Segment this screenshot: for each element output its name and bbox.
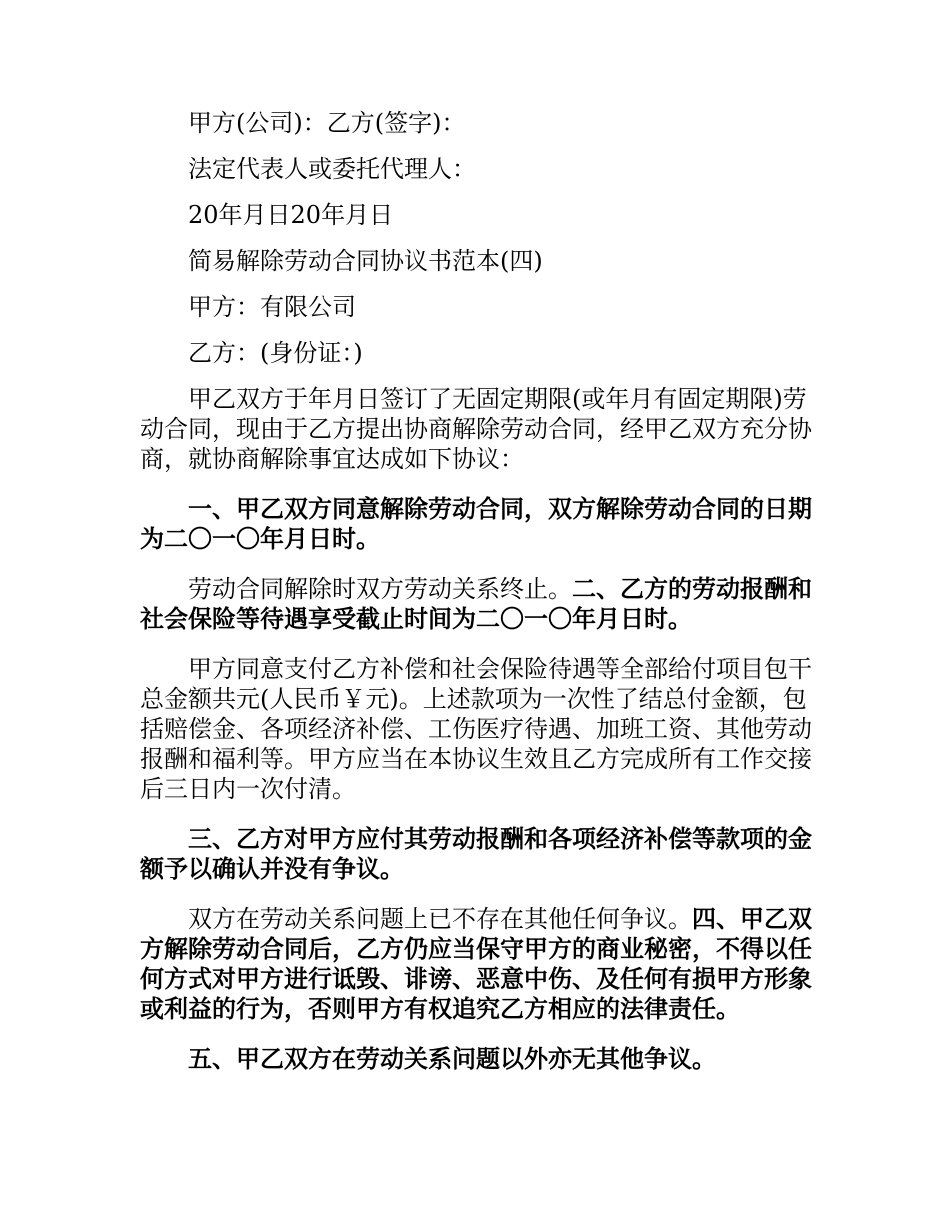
date-line: 20年月日20年月日 xyxy=(188,201,394,229)
legal-representative-line: 法定代表人或委托代理人： xyxy=(188,155,476,183)
intro-paragraph: 甲乙双方于年月日签订了无固定期限(或年月有固定期限)劳动合同，现由于乙方提出协商解除劳动合同，经甲乙双方充分协商，就协商解除事宜达成如下协议： xyxy=(140,385,812,473)
clause-2-paragraph xyxy=(140,574,820,634)
clause-1: 一、甲乙双方同意解除劳动合同，双方解除劳动合同的日期为二〇一〇年月日时。 xyxy=(140,494,812,553)
party-a-line: 甲方：有限公司 xyxy=(188,293,356,321)
payment-paragraph: 甲方同意支付乙方补偿和社会保险待遇等全部给付项目包干总金额共元(人民币￥元)。上述款项为一次性了结总付金额，包括赔偿金、各项经济补偿、工伤医疗待遇、加班工资、其他劳动报酬和福利等。甲方应当在本协议生效且乙方完成所有工作交接后三日内一次付清。 xyxy=(140,655,812,803)
clause-3: 三、乙方对甲方应付其劳动报酬和各项经济补偿等款项的金额予以确认并没有争议。 xyxy=(140,824,812,883)
signature-line: 甲方(公司)：乙方(签字)： xyxy=(188,109,466,137)
document-body xyxy=(140,108,820,1074)
clause-2: 二、乙方的劳动报酬和社会保险等待遇享受截止时间为二〇一〇年月日时。 xyxy=(140,574,812,633)
clause-4: 四、甲乙双方解除劳动合同后，乙方仍应当保守甲方的商业秘密，不得以任何方式对甲方进行诋毁、诽谤、恶意中伤、及任何有损甲方形象或利益的行为，否则甲方有权追究乙方相应的法律责任。 xyxy=(140,904,812,1023)
clause-4-lead-text: 双方在劳动关系问题上已不存在其他任何争议。 xyxy=(188,905,692,933)
clause-4-paragraph xyxy=(140,904,820,1024)
document-title: 简易解除劳动合同协议书范本(四) xyxy=(188,247,543,275)
clause-2-lead-text: 劳动合同解除时双方劳动关系终止。 xyxy=(188,575,572,603)
party-b-line: 乙方：(身份证：) xyxy=(188,339,363,367)
clause-5: 五、甲乙双方在劳动关系问题以外亦无其他争议。 xyxy=(188,1044,716,1073)
